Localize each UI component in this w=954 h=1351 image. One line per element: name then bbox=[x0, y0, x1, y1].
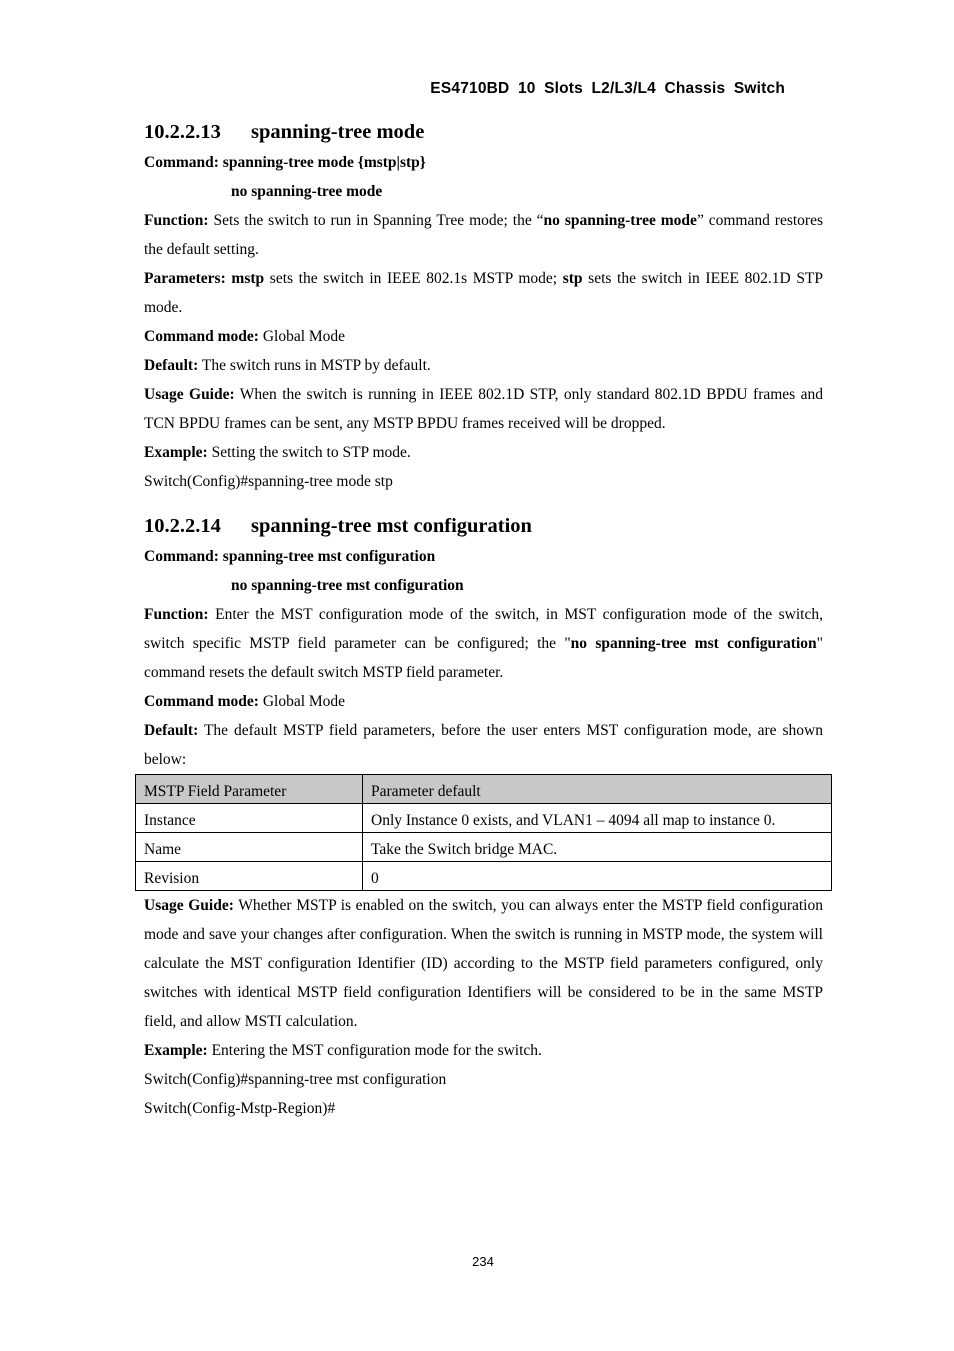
function-text-post: ” command restores the default setting. bbox=[144, 212, 824, 258]
command-mode-value: Global Mode bbox=[262, 693, 346, 710]
command-label: Command: bbox=[144, 548, 219, 565]
usage-guide-label: Usage Guide: bbox=[144, 897, 234, 914]
usage-guide-paragraph bbox=[144, 380, 823, 438]
default-value: The switch runs in MSTP by default. bbox=[201, 357, 431, 374]
no-command-line bbox=[144, 177, 823, 206]
table-cell: Name bbox=[136, 833, 363, 862]
table-cell: 0 bbox=[363, 862, 832, 891]
example-text: Setting the switch to STP mode. bbox=[211, 444, 411, 461]
table-row bbox=[136, 862, 832, 891]
function-text-pre: Enter the MST configuration mode of the switch, in MST configuration mode of the switch, switch specific MSTP field parameter can be configured; the " bbox=[144, 606, 823, 652]
default-paragraph bbox=[144, 716, 823, 774]
table-cell: Only Instance 0 exists, and VLAN1 – 4094 all map to instance 0. bbox=[363, 804, 832, 833]
running-header: ES4710BD 10 Slots L2/L3/L4 Chassis Switch bbox=[430, 80, 785, 97]
table-header-cell: MSTP Field Parameter bbox=[136, 775, 363, 804]
command-label: Command: bbox=[144, 154, 219, 171]
command-line bbox=[144, 148, 823, 177]
table-cell: Revision bbox=[136, 862, 363, 891]
function-paragraph bbox=[144, 600, 823, 687]
table-cell: Take the Switch bridge MAC. bbox=[363, 833, 832, 862]
usage-guide-text: Whether MSTP is enabled on the switch, you can always enter the MSTP field configuration mode and save your changes after configuration. When the switch is running in MSTP mode, the system will calculate the MST configuration Identifier (ID) according to the MSTP field parameters configured, only switches with identical MSTP field configuration Identifiers will be considered to be in the same MSTP field, and allow MSTI calculation. bbox=[144, 897, 823, 1030]
command-mode-line bbox=[144, 687, 823, 716]
param-mstp: mstp bbox=[231, 270, 265, 287]
example-label: Example: bbox=[144, 444, 208, 461]
usage-guide-label: Usage Guide: bbox=[144, 386, 235, 403]
example-text: Entering the MST configuration mode for the switch. bbox=[211, 1042, 542, 1059]
function-label: Function: bbox=[144, 606, 209, 623]
param-stp-desc: sets the switch in IEEE 802.1D STP mode. bbox=[144, 270, 824, 316]
command-mode-value: Global Mode bbox=[262, 328, 346, 345]
param-mstp-desc: sets the switch in IEEE 802.1s MSTP mode; bbox=[269, 270, 558, 287]
function-text-bold: no spanning-tree mst configuration bbox=[570, 635, 817, 652]
example-command: Switch(Config)#spanning-tree mst configuration bbox=[144, 1071, 447, 1088]
section-number: 10.2.2.13 bbox=[144, 121, 221, 143]
parameters-label: Parameters: bbox=[144, 270, 226, 287]
no-command-line bbox=[144, 571, 823, 600]
function-label: Function: bbox=[144, 212, 209, 229]
default-line bbox=[144, 351, 823, 380]
example-line bbox=[144, 1036, 823, 1065]
command-syntax: spanning-tree mode {mstp|stp} bbox=[222, 154, 426, 171]
table-header-row bbox=[136, 775, 832, 804]
function-paragraph bbox=[144, 206, 823, 264]
parameters-paragraph bbox=[144, 264, 823, 322]
no-command-syntax: no spanning-tree mst configuration bbox=[231, 577, 464, 594]
table-header-cell: Parameter default bbox=[363, 775, 832, 804]
example-command: Switch(Config-Mstp-Region)# bbox=[144, 1100, 336, 1117]
function-text-post: " command resets the default switch MSTP field parameter. bbox=[144, 635, 823, 681]
section-heading-spanning-tree-mst-configuration bbox=[144, 510, 823, 542]
default-label: Default: bbox=[144, 357, 199, 374]
page-number: 234 bbox=[472, 1254, 494, 1269]
section-heading-spanning-tree-mode bbox=[144, 116, 823, 148]
param-stp: stp bbox=[562, 270, 583, 287]
table-row bbox=[136, 804, 832, 833]
no-command-syntax: no spanning-tree mode bbox=[231, 183, 383, 200]
section-title: spanning-tree mst configuration bbox=[251, 515, 532, 537]
command-line bbox=[144, 542, 823, 571]
example-command: Switch(Config)#spanning-tree mode stp bbox=[144, 473, 393, 490]
usage-guide-paragraph bbox=[144, 891, 823, 1036]
usage-guide-text: When the switch is running in IEEE 802.1D STP, only standard 802.1D BPDU frames and TCN BPDU frames can be sent, any MSTP BPDU frames received will be dropped. bbox=[144, 386, 823, 432]
default-label: Default: bbox=[144, 722, 199, 739]
example-label: Example: bbox=[144, 1042, 208, 1059]
command-mode-label: Command mode: bbox=[144, 328, 259, 345]
table-cell: Instance bbox=[136, 804, 363, 833]
page-content bbox=[144, 116, 823, 1123]
function-text-pre: Sets the switch to run in Spanning Tree mode; the “ bbox=[213, 212, 544, 229]
example-line bbox=[144, 438, 823, 467]
command-mode-label: Command mode: bbox=[144, 693, 259, 710]
mstp-defaults-table bbox=[135, 774, 832, 891]
function-text-bold: no spanning-tree mode bbox=[543, 212, 697, 229]
section-gap bbox=[144, 496, 823, 510]
command-mode-line bbox=[144, 322, 823, 351]
table-row bbox=[136, 833, 832, 862]
section-title: spanning-tree mode bbox=[251, 121, 425, 143]
command-syntax: spanning-tree mst configuration bbox=[222, 548, 436, 565]
default-value: The default MSTP field parameters, before the user enters MST configuration mode, are shown below: bbox=[144, 722, 823, 768]
section-number: 10.2.2.14 bbox=[144, 515, 221, 537]
